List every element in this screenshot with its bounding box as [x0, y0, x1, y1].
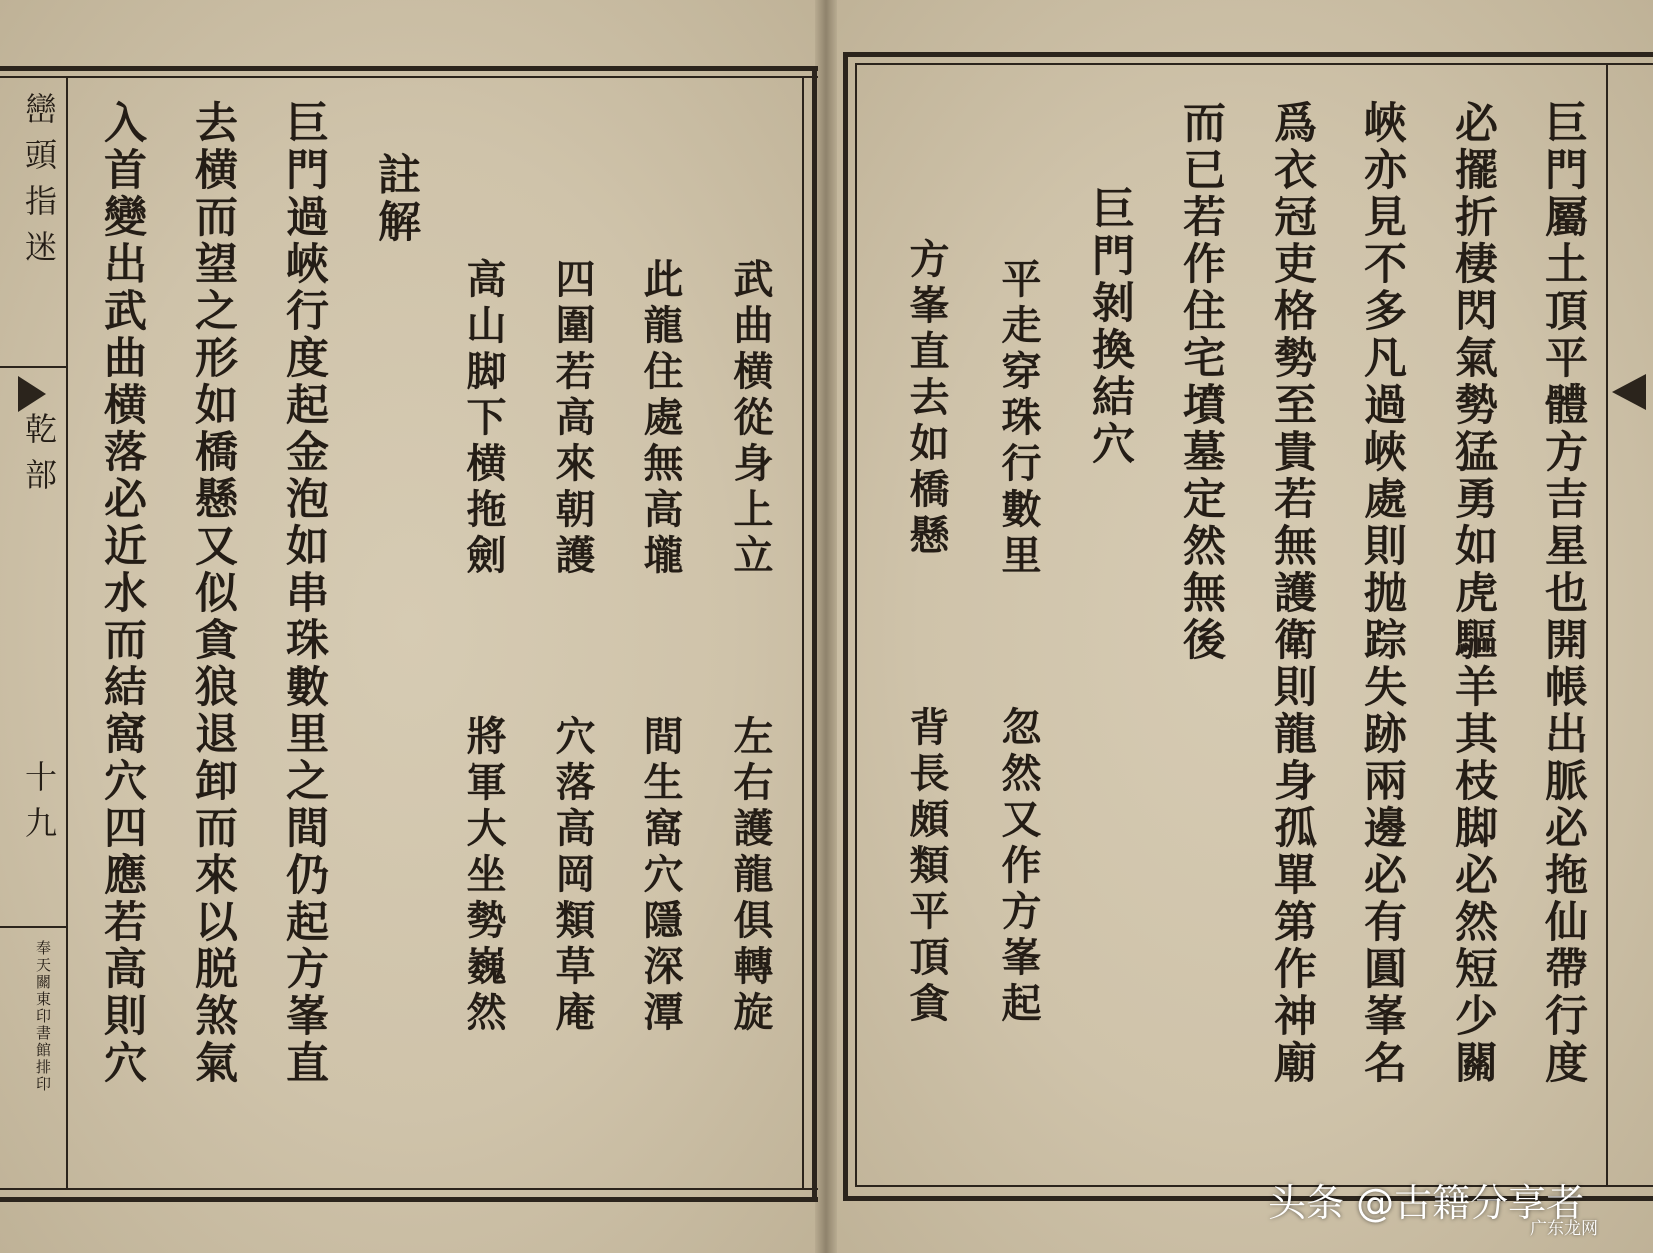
left-outer-border	[812, 66, 817, 1202]
page-number: 十九	[20, 760, 58, 852]
left-inner-border	[802, 76, 804, 1190]
poem-line-top: 高山脚下横拖劍	[460, 258, 507, 580]
right-margin-divider	[1606, 63, 1608, 1187]
text-line: 巨門屬土頂平體方吉星也開帳出脈必拖仙帶行度	[1538, 100, 1588, 1087]
poem-line-bottom: 忽然又作方峯起	[995, 706, 1042, 1028]
right-top-rule	[843, 52, 1653, 57]
text-line: 而已若作住宅墳墓定然無後	[1176, 100, 1226, 664]
poem-line-top: 武曲横從身上立	[727, 258, 774, 580]
poem-line-top: 此龍住處無高壠	[637, 258, 684, 580]
poem-line-top: 四圍若高來朝護	[549, 258, 596, 580]
right-top-rule-thin	[855, 63, 1653, 65]
annotation-heading: 註解	[371, 152, 421, 246]
book-title-margin: 巒頭指迷	[20, 92, 58, 276]
left-margin-separator-top	[0, 366, 66, 368]
printer-imprint: 奉天關東印書館排印	[34, 940, 52, 1093]
left-margin-separator-bottom	[0, 926, 66, 928]
fishtail-mark-left	[18, 376, 46, 412]
poem-line-top: 方峯直去如橋懸	[903, 238, 950, 560]
left-top-rule-thin	[0, 76, 818, 78]
section-label-margin: 乾部	[20, 412, 58, 504]
poem-line-bottom: 左右護龍俱轉旋	[727, 715, 774, 1037]
left-bottom-rule	[0, 1197, 818, 1202]
right-inner-border	[855, 63, 857, 1187]
annotation-line: 巨門過峽行度起金泡如串珠數里之間仍起方峯直	[279, 100, 329, 1087]
watermark-text: 头条 @古籍分享者	[1268, 1181, 1585, 1225]
poem-line-top: 平走穿珠行數里	[995, 258, 1042, 580]
left-margin-divider	[66, 76, 68, 1190]
poem-line-bottom: 將軍大坐勢巍然	[460, 715, 507, 1037]
watermark-site: 广东龙网	[1530, 1219, 1598, 1239]
annotation-line: 入首變出武曲横落必近水而結窩穴四應若高則穴	[97, 100, 147, 1087]
left-bottom-rule-thin	[0, 1188, 818, 1190]
poem-line-bottom: 穴落高岡類草庵	[549, 715, 596, 1037]
text-line: 必擺折棲閃氣勢猛勇如虎驅羊其枝脚必然短少關	[1448, 100, 1498, 1087]
left-top-rule	[0, 66, 818, 71]
section-heading: 巨門剝換結穴	[1085, 186, 1135, 468]
text-line: 爲衣冠吏格勢至貴若無護衛則龍身孤單第作神廟	[1267, 100, 1317, 1087]
text-line: 峽亦見不多凡過峽處則抛踪失跡兩邊必有圓峯名	[1357, 100, 1407, 1087]
right-page	[829, 0, 1653, 1253]
poem-line-bottom: 背長頗類平頂貪	[903, 706, 950, 1028]
annotation-line: 去横而望之形如橋懸又似貪狼退卸而來以脱煞氣	[188, 100, 238, 1087]
fishtail-mark-right	[1612, 374, 1646, 410]
poem-line-bottom: 間生窩穴隱深潭	[637, 715, 684, 1037]
book-gutter	[815, 0, 837, 1253]
right-outer-border	[843, 52, 848, 1201]
